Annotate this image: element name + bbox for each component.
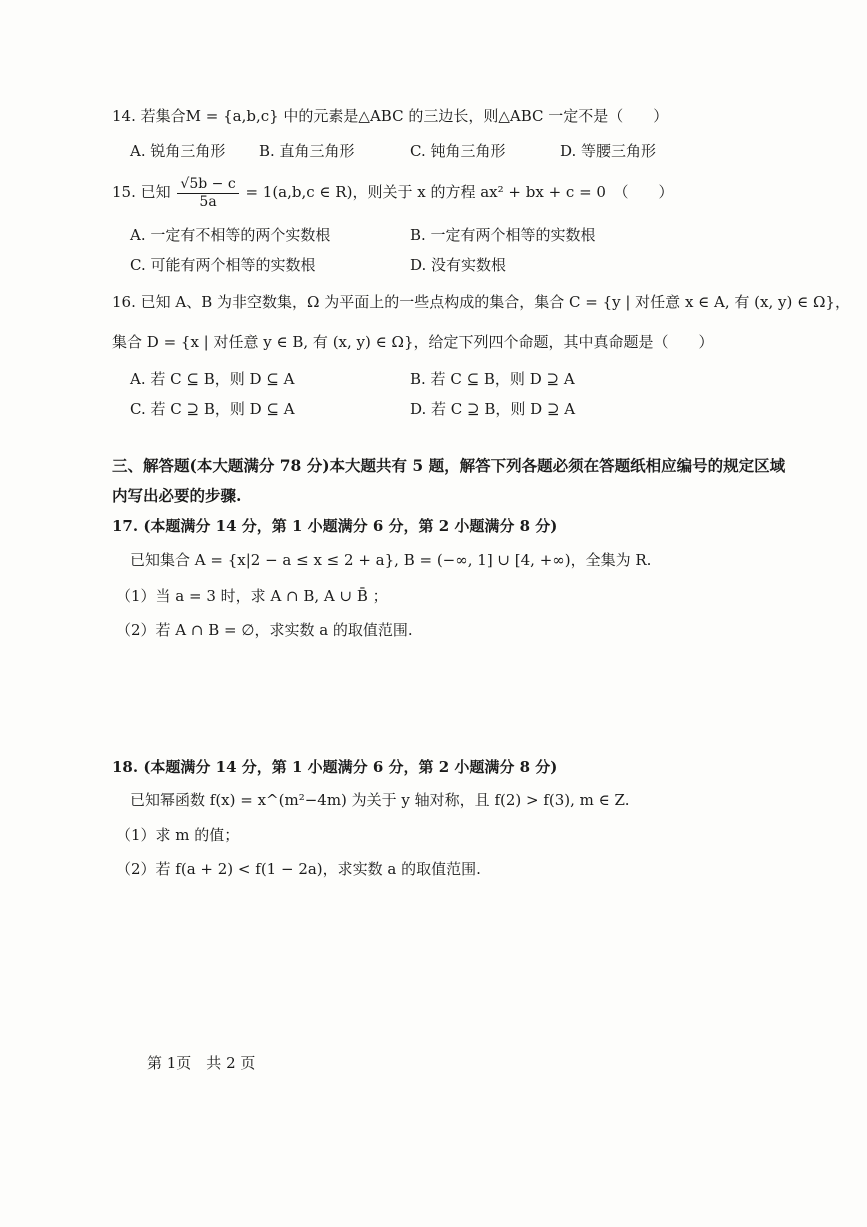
q18-part1: （1）求 m 的值； bbox=[116, 826, 240, 844]
q15-fraction-numerator: √5b − c bbox=[177, 176, 238, 194]
q15-option-b: B. 一定有两个相等的实数根 bbox=[410, 226, 596, 244]
q16-stem-line1: 16. 已知 A、B 为非空数集，Ω 为平面上的一些点构成的集合，集合 C = {y | 对任意 x ∈ A, 有 (x, y) ∈ Ω}， bbox=[112, 293, 850, 311]
q16-option-d: D. 若 C ⊇ B，则 D ⊇ A bbox=[410, 400, 576, 418]
q17-part2: （2）若 A ∩ B = ∅，求实数 a 的取值范围. bbox=[116, 621, 413, 639]
q16-option-c: C. 若 C ⊇ B，则 D ⊆ A bbox=[130, 400, 295, 418]
q16-option-b: B. 若 C ⊆ B，则 D ⊇ A bbox=[410, 370, 575, 388]
q15-option-c: C. 可能有两个相等的实数根 bbox=[130, 256, 316, 274]
q18-given: 已知幂函数 f(x) = x^(m²−4m) 为关于 y 轴对称，且 f(2) > f(3), m ∈ Z. bbox=[130, 791, 630, 809]
section3-heading-line1: 三、解答题(本大题满分 78 分)本大题共有 5 题，解答下列各题必须在答题纸相应编号的规定区域 bbox=[112, 456, 786, 475]
q14-option-c: C. 钝角三角形 bbox=[410, 142, 506, 160]
q17-header: 17. (本题满分 14 分，第 1 小题满分 6 分，第 2 小题满分 8 分) bbox=[112, 517, 558, 535]
q14-option-b: B. 直角三角形 bbox=[259, 142, 355, 160]
q15-fraction bbox=[177, 176, 238, 211]
q16-stem-line2: 集合 D = {x | 对任意 y ∈ B, 有 (x, y) ∈ Ω}，给定下列四个命题，其中真命题是（ ） bbox=[112, 333, 714, 351]
q18-header: 18. (本题满分 14 分，第 1 小题满分 6 分，第 2 小题满分 8 分) bbox=[112, 758, 558, 776]
q16-option-a: A. 若 C ⊆ B，则 D ⊆ A bbox=[130, 370, 295, 388]
q18-part2: （2）若 f(a + 2) < f(1 − 2a)，求实数 a 的取值范围. bbox=[116, 860, 481, 878]
q17-part1: （1）当 a = 3 时，求 A ∩ B, A ∪ B̄ ； bbox=[116, 587, 388, 605]
q15-fraction-denominator: 5a bbox=[199, 193, 217, 210]
q15-stem bbox=[112, 174, 673, 211]
q15-option-a: A. 一定有不相等的两个实数根 bbox=[130, 226, 331, 244]
section3-heading-line2: 内写出必要的步骤. bbox=[112, 486, 242, 505]
q17-given: 已知集合 A = {x|2 − a ≤ x ≤ 2 + a}, B = (−∞, 1] ∪ [4, +∞)，全集为 R. bbox=[130, 551, 652, 569]
q14-stem: 14. 若集合M = {a,b,c} 中的元素是△ABC 的三边长，则△ABC 一定不是（ ） bbox=[112, 107, 669, 125]
q15-suffix: = 1(a,b,c ∈ R)，则关于 x 的方程 ax² + bx + c = 0 （ ） bbox=[245, 183, 674, 201]
q14-option-a: A. 锐角三角形 bbox=[130, 142, 226, 160]
q15-option-d: D. 没有实数根 bbox=[410, 256, 507, 274]
q14-option-d: D. 等腰三角形 bbox=[560, 142, 657, 160]
q15-prefix: 15. 已知 bbox=[112, 183, 171, 201]
page-number-footer: 第 1页 共 2 页 bbox=[147, 1054, 256, 1072]
